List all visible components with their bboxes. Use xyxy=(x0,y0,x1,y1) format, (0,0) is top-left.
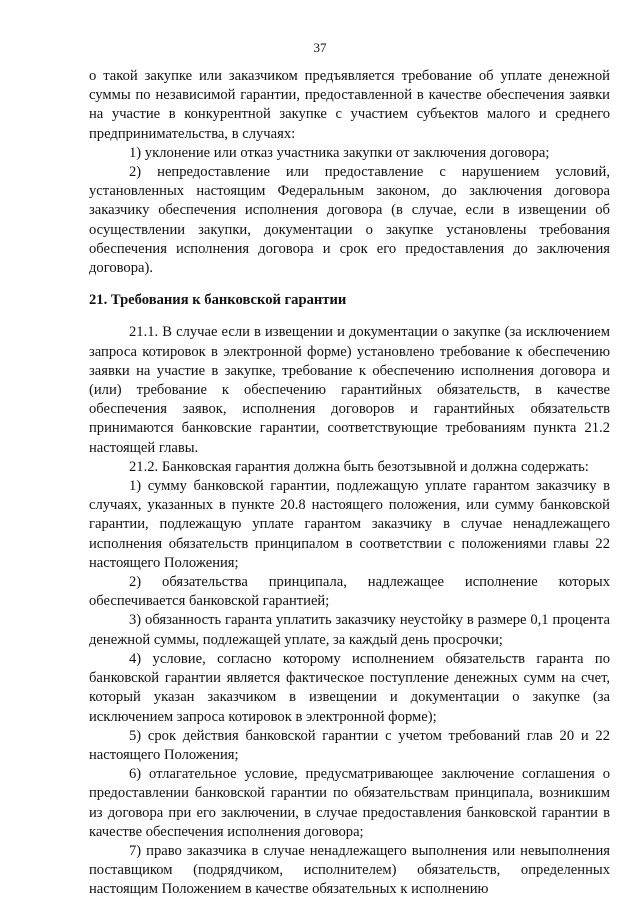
list-item-5: 5) срок действия банковской гарантии с учетом требований глав 20 и 22 настоящего Положения; xyxy=(89,727,610,763)
paragraph-21-1: 21.1. В случае если в извещении и документации о закупке (за исключением запроса котировок в электронной форме) установлено требование к обеспечению заявки на участие в закупке, требование к обеспечению исполнения договора и (или) требование к обеспечению гарантийных обязательств, в качестве обеспечения заявок, исполнения договоров и гарантийных обязательств принимаются банковские гарантии, соответствующие требованиям пункта 21.2 настоящей главы. xyxy=(89,324,610,456)
intro-paragraph: о такой закупке или заказчиком предъявляется требование об уплате денежной суммы по независимой гарантии, предоставленной в качестве обеспечения заявки на участие в конкурентной закупке с участием субъектов малого и среднего предпринимательства, в случаях: xyxy=(89,68,610,142)
document-body xyxy=(89,67,610,900)
paragraph-21-2: 21.2. Банковская гарантия должна быть безотзывной и должна содержать: xyxy=(129,458,589,475)
list-item-3: 3) обязанность гаранта уплатить заказчику неустойку в размере 0,1 процента денежной суммы, подлежащей уплате, за каждый день просрочки; xyxy=(89,612,610,648)
list-item-4: 4) условие, согласно которому исполнением обязательств гаранта по банковской гарантии является фактическое поступление денежных сумм на счет, который указан заказчиком в извещении и документации о закупке (за исключением запроса котировок в электронной форме); xyxy=(89,650,610,725)
intro-item-2: 2) непредоставление или предоставление с нарушением условий, установленных настоящим Федеральным законом, до заключения договора заказчику обеспечения исполнения договора (в случае, если в извещении об осуществлении закупки, документации о закупке установлены требования обеспечения исполнения договора и срок его предоставления до заключения договора). xyxy=(89,164,610,277)
list-item-7: 7) право заказчика в случае ненадлежащего выполнения или невыполнения поставщиком (подрядчиком, исполнителем) обязательств, определенных настоящим Положением в качестве обязательных к исполнению xyxy=(89,842,610,898)
section-title: 21. Требования к банковской гарантии xyxy=(89,292,347,309)
list-item-2: 2) обязательства принципала, надлежащее исполнение которых обеспечивается банковской гарантией; xyxy=(89,574,610,610)
list-item-1: 1) сумму банковской гарантии, подлежащую уплате гарантом заказчику в случаях, указанных в пункте 20.8 настоящего положения, или сумму банковской гарантии, подлежащую уплате гарантом заказчику в случае ненадлежащего исполнения обязательств принципалом в соответствии с положениями главы 22 настоящего Положения; xyxy=(89,478,610,571)
intro-item-1: 1) уклонение или отказ участника закупки от заключения договора; xyxy=(129,144,550,161)
page-number: 37 xyxy=(313,40,327,55)
list-item-6: 6) отлагательное условие, предусматривающее заключение соглашения о предоставлении банковской гарантии по обязательствам принципала, возникшим из договора при его заключении, в случае предоставления банковской гарантии в качестве обеспечения исполнения договора; xyxy=(89,766,610,840)
